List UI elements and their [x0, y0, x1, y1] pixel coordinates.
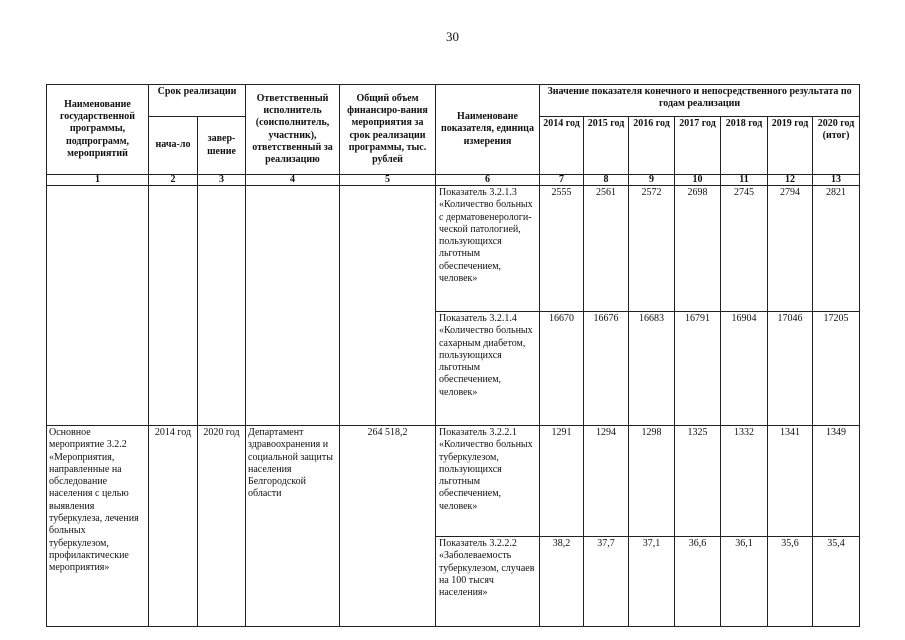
indicator-name: Показатель 3.2.1.3 «Количество больных с дерматовенерологи-ческой патологией, пользующихся льготным обеспечением, человек» — [436, 186, 540, 312]
program-name-cell: Основное мероприятие 3.2.2 «Мероприятия, направленные на обследование населения с целью выявления туберкулеза, лечения больных туберкулезом, профилактические мероприятия» — [47, 426, 149, 627]
header-start: нача-ло — [149, 117, 198, 175]
column-number: 2 — [149, 175, 198, 186]
header-program-name: Наименование государственной программы, подпрограмм, мероприятий — [47, 85, 149, 175]
header-year-2020: 2020 год (итог) — [813, 117, 860, 175]
header-year-2017: 2017 год — [675, 117, 721, 175]
value-cell: 2561 — [584, 186, 629, 312]
value-cell: 16683 — [629, 312, 675, 426]
indicator-name: Показатель 3.2.2.2 «Заболеваемость туберкулезом, случаев на 100 тысяч населения» — [436, 537, 540, 627]
column-number: 7 — [540, 175, 584, 186]
column-number: 12 — [768, 175, 813, 186]
program-indicators-table — [46, 84, 860, 627]
value-cell: 1325 — [675, 426, 721, 537]
value-cell: 2821 — [813, 186, 860, 312]
value-cell: 17046 — [768, 312, 813, 426]
value-cell: 2572 — [629, 186, 675, 312]
value-cell: 1294 — [584, 426, 629, 537]
end-cell: 2020 год — [198, 426, 246, 627]
value-cell: 16670 — [540, 312, 584, 426]
table-row — [47, 426, 860, 537]
column-number: 9 — [629, 175, 675, 186]
start-cell: 2014 год — [149, 426, 198, 627]
funding-cell — [340, 186, 436, 426]
responsible-cell: Департамент здравоохранения и социальной защиты населения Белгородской области — [246, 426, 340, 627]
indicator-name: Показатель 3.2.1.4 «Количество больных сахарным диабетом, пользующихся льготным обеспечением, человек» — [436, 312, 540, 426]
value-cell: 1349 — [813, 426, 860, 537]
value-cell: 2794 — [768, 186, 813, 312]
column-number: 13 — [813, 175, 860, 186]
value-cell: 16676 — [584, 312, 629, 426]
column-number: 8 — [584, 175, 629, 186]
page-number: 30 — [446, 29, 459, 44]
value-cell: 36,1 — [721, 537, 768, 627]
value-cell: 2555 — [540, 186, 584, 312]
column-number: 5 — [340, 175, 436, 186]
value-cell: 1298 — [629, 426, 675, 537]
value-cell: 38,2 — [540, 537, 584, 627]
table-row — [47, 186, 860, 312]
column-number: 6 — [436, 175, 540, 186]
header-year-2015: 2015 год — [584, 117, 629, 175]
value-cell: 2745 — [721, 186, 768, 312]
value-cell: 1341 — [768, 426, 813, 537]
value-cell: 37,1 — [629, 537, 675, 627]
end-cell — [198, 186, 246, 426]
header-year-2016: 2016 год — [629, 117, 675, 175]
value-cell: 16791 — [675, 312, 721, 426]
value-cell: 35,6 — [768, 537, 813, 627]
value-cell: 35,4 — [813, 537, 860, 627]
header-funding: Общий объем финансиро-вания мероприятия за срок реализации программы, тыс. рублей — [340, 85, 436, 175]
value-cell: 1332 — [721, 426, 768, 537]
header-year-2014: 2014 год — [540, 117, 584, 175]
column-number: 3 — [198, 175, 246, 186]
value-cell: 36,6 — [675, 537, 721, 627]
start-cell — [149, 186, 198, 426]
value-cell: 1291 — [540, 426, 584, 537]
value-cell: 2698 — [675, 186, 721, 312]
header-year-2019: 2019 год — [768, 117, 813, 175]
header-responsible: Ответственный исполнитель (соисполнитель, участник), ответственный за реализацию — [246, 85, 340, 175]
program-name-cell — [47, 186, 149, 426]
responsible-cell — [246, 186, 340, 426]
indicator-name: Показатель 3.2.2.1 «Количество больных туберкулезом, пользующихся льготным обеспечением, человек» — [436, 426, 540, 537]
header-period: Срок реализации — [149, 85, 246, 117]
header-indicator: Наименоване показателя, единица измерения — [436, 85, 540, 175]
header-values-title: Значение показателя конечного и непосредственного результата по годам реализации — [540, 85, 860, 117]
value-cell: 37,7 — [584, 537, 629, 627]
column-number: 1 — [47, 175, 149, 186]
column-number: 10 — [675, 175, 721, 186]
header-end: завер-шение — [198, 117, 246, 175]
header-year-2018: 2018 год — [721, 117, 768, 175]
column-number: 11 — [721, 175, 768, 186]
column-number: 4 — [246, 175, 340, 186]
funding-cell: 264 518,2 — [340, 426, 436, 627]
value-cell: 16904 — [721, 312, 768, 426]
value-cell: 17205 — [813, 312, 860, 426]
